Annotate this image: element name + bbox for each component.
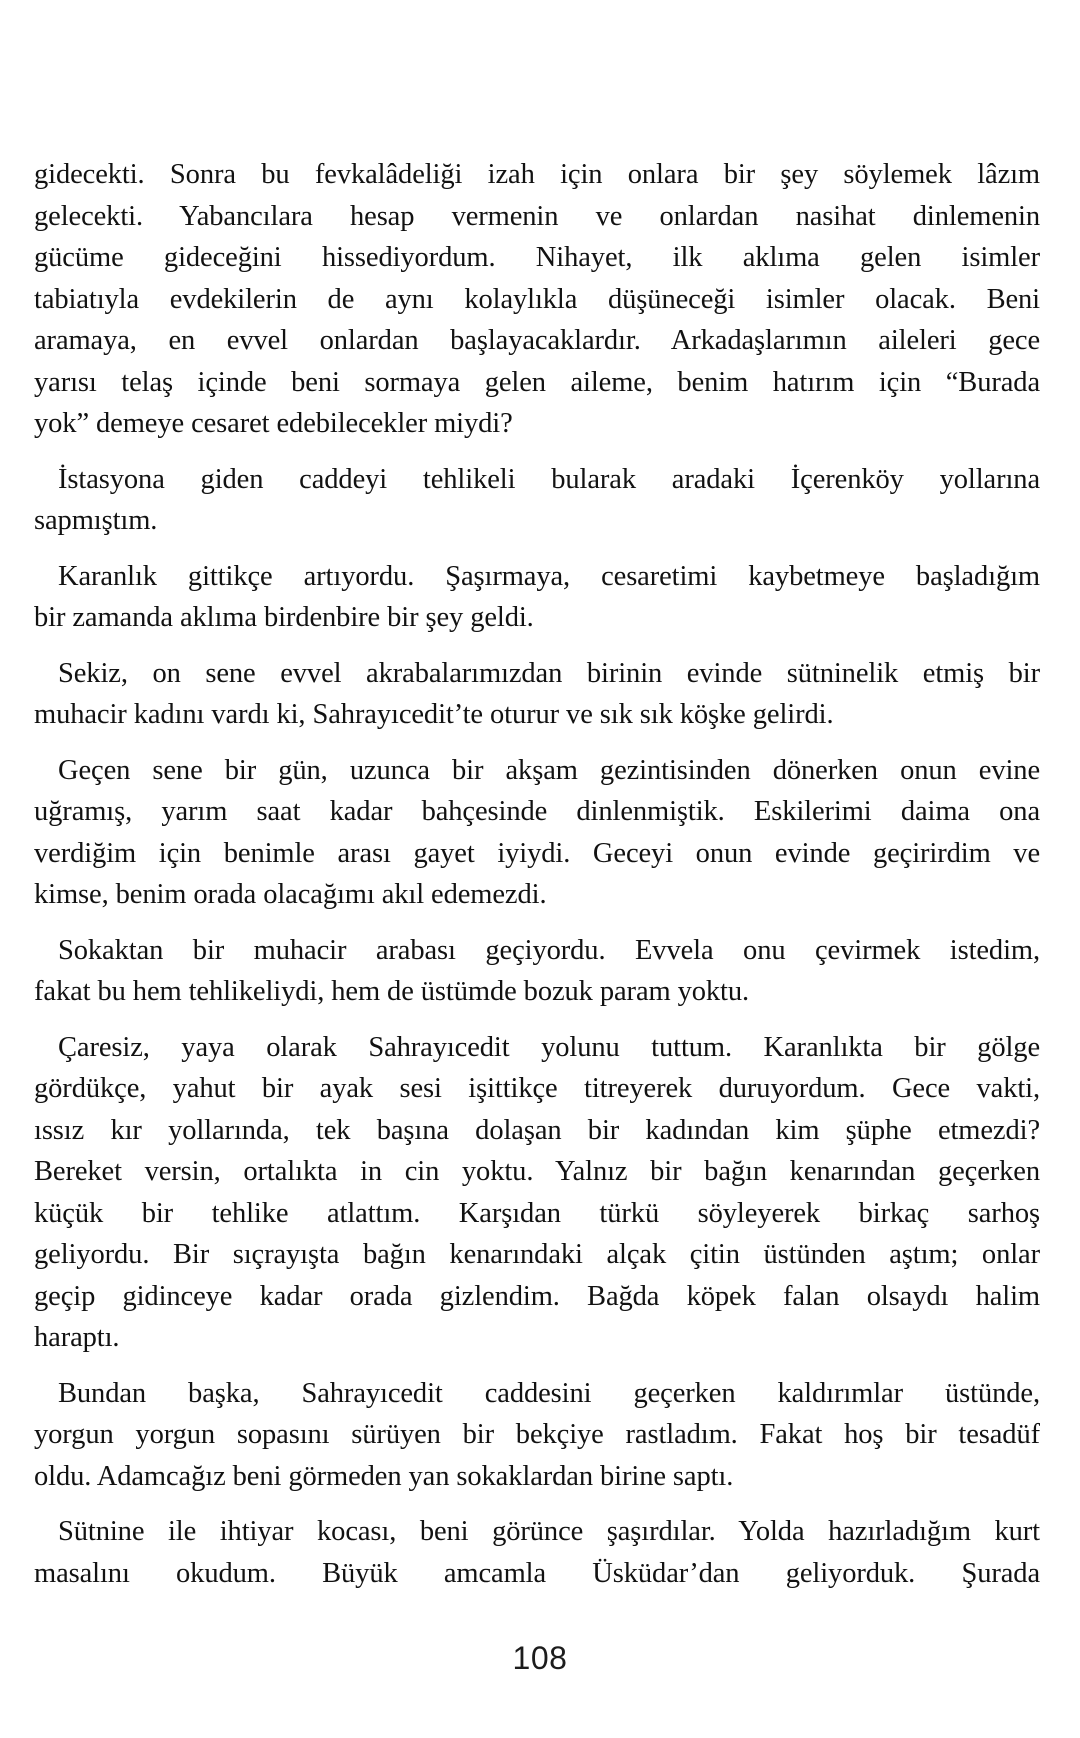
text-line: geçip gidinceye kadar orada gizlendim. Bağda köpek falan olsaydı halim (34, 1280, 1040, 1312)
text-line: masalını okudum. Büyük amcamla Üsküdar’dan geliyorduk. Şurada (34, 1557, 1040, 1589)
paragraph (34, 154, 1040, 445)
text-line: yorgun yorgun sopasını sürüyen bir bekçiye rastladım. Fakat hoş bir tesadüf (34, 1419, 1040, 1450)
text-line: geliyordu. Bir sıçrayışta bağın kenarındaki alçak çitin üstünden aştım; onlar (34, 1239, 1040, 1270)
text-line: Sekiz, on sene evvel akrabalarımızdan birinin evinde sütninelik etmiş bir (58, 657, 1040, 689)
text-line: oldu. Adamcağız beni görmeden yan sokaklardan birine saptı. (34, 1460, 734, 1492)
text-line: küçük bir tehlike atlattım. Karşıdan türkü söyleyerek birkaç sarhoş (34, 1197, 1040, 1229)
text-line: yarısı telaş içinde beni sormaya gelen aileme, benim hatırım için “Burada (34, 366, 1040, 398)
paragraph (34, 750, 1040, 916)
paragraph (34, 1027, 1040, 1359)
text-line: gidecekti. Sonra bu fevkalâdeliği izah için onlara bir şey söylemek lâzım (34, 159, 1040, 190)
page-number: 108 (512, 1640, 568, 1676)
text-line: İstasyona giden caddeyi tehlikeli bularak aradaki İçerenköy yollarına (58, 463, 1040, 495)
text-line: uğramış, yarım saat kadar bahçesinde dinlenmiştik. Eskilerimi daima ona (34, 796, 1040, 827)
text-line: verdiğim için benimle arası gayet iyiydi. Geceyi onun evinde geçirirdim ve (34, 837, 1040, 869)
paragraph (34, 653, 1040, 736)
text-line: Çaresiz, yaya olarak Sahrayıcedit yolunu tuttum. Karanlıkta bir gölge (58, 1031, 1040, 1063)
text-block (34, 154, 1040, 1594)
text-line: yok” demeye cesaret edebilecekler miydi? (34, 408, 513, 439)
paragraph (34, 459, 1040, 542)
text-line: Bundan başka, Sahrayıcedit caddesini geçerken kaldırımlar üstünde, (58, 1377, 1040, 1409)
text-line: kimse, benim orada olacağımı akıl edemezdi. (34, 879, 547, 910)
text-line: tabiatıyla evdekilerin de aynı kolaylıkla düşüneceği isimler olacak. Beni (34, 283, 1040, 315)
text-line: haraptı. (34, 1322, 120, 1353)
text-line: Sütnine ile ihtiyar kocası, beni görünce şaşırdılar. Yolda hazırladığım kurt (58, 1516, 1040, 1547)
text-line: Karanlık gittikçe artıyordu. Şaşırmaya, cesaretimi kaybetmeye başladığım (58, 560, 1040, 592)
text-line: gördükçe, yahut bir ayak sesi işittikçe titreyerek duruyordum. Gece vakti, (34, 1073, 1040, 1104)
paragraph (34, 1511, 1040, 1594)
paragraph (34, 930, 1040, 1013)
text-line: muhacir kadını vardı ki, Sahrayıcedit’te oturur ve sık sık köşke gelirdi. (34, 699, 834, 730)
text-line: gelecekti. Yabancılara hesap vermenin ve onlardan nasihat dinlemenin (34, 200, 1040, 232)
text-line: fakat bu hem tehlikeliydi, hem de üstümde bozuk param yoktu. (34, 976, 750, 1007)
page-footer (0, 1638, 1080, 1678)
paragraph (34, 556, 1040, 639)
text-line: Geçen sene bir gün, uzunca bir akşam gezintisinden dönerken onun evine (58, 754, 1040, 786)
text-line: ıssız kır yollarında, tek başına dolaşan bir kadından kim şüphe etmezdi? (34, 1114, 1040, 1146)
paragraph (34, 1373, 1040, 1498)
text-line: Bereket versin, ortalıkta in cin yoktu. Yalnız bir bağın kenarından geçerken (34, 1156, 1040, 1187)
text-line: aramaya, en evvel onlardan başlayacaklardır. Arkadaşlarımın aileleri gece (34, 325, 1040, 356)
text-line: bir zamanda aklıma birdenbire bir şey geldi. (34, 602, 534, 633)
text-line: gücüme gideceğini hissediyordum. Nihayet, ilk aklıma gelen isimler (34, 242, 1040, 273)
text-line: sapmıştım. (34, 505, 158, 536)
text-line: Sokaktan bir muhacir arabası geçiyordu. Evvela onu çevirmek istedim, (58, 934, 1040, 966)
